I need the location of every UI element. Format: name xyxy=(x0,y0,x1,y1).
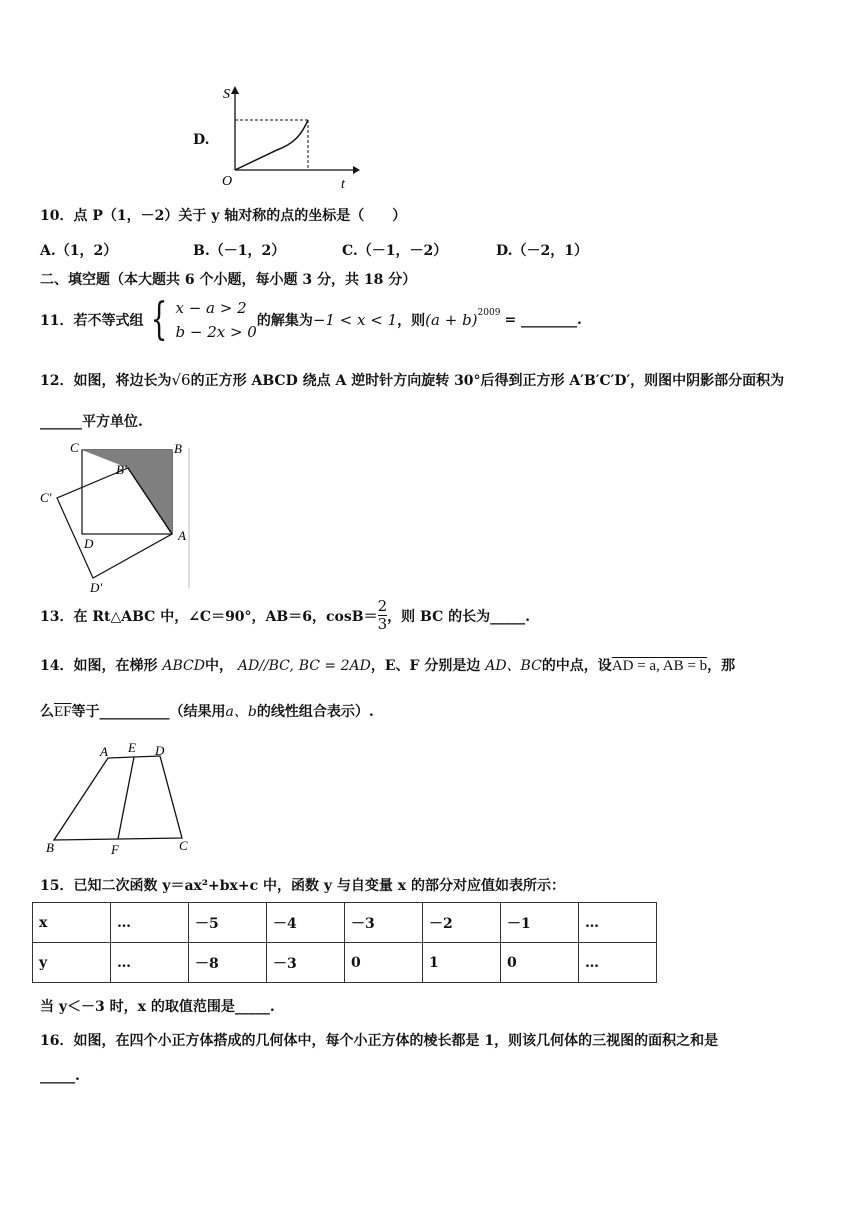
table-cell: －5 xyxy=(189,903,267,943)
q14-abcd: ABCD xyxy=(162,658,205,674)
table-cell: … xyxy=(111,903,189,943)
table-cell: －1 xyxy=(501,903,579,943)
table-cell: －2 xyxy=(423,903,501,943)
q16-stem: 16．如图，在四个小正方体搭成的几何体中，每个小正方体的棱长都是 1，则该几何体的三视图的面积之和是 xyxy=(40,1033,719,1049)
label-c: C xyxy=(70,440,79,455)
table-cell: －8 xyxy=(189,943,267,983)
q11 xyxy=(40,296,582,344)
s-t-graph xyxy=(215,84,360,194)
q14-ad-bc: AD、BC xyxy=(485,658,542,674)
fraction-two-thirds xyxy=(378,598,388,633)
trapezoid-figure xyxy=(40,740,200,858)
table-cell: … xyxy=(579,943,657,983)
label-f: F xyxy=(111,842,119,857)
q14-prefix: 14．如图，在梯形 xyxy=(40,658,158,674)
q11-mid: 的解集为 xyxy=(256,313,313,329)
q10-option-c: C.（－1，－2） xyxy=(342,243,448,259)
label-d-prime: D′ xyxy=(90,580,103,595)
q10-option-b: B.（－1，2） xyxy=(193,243,286,259)
label-c: C xyxy=(179,838,188,853)
q13-prefix: 13．在 Rt△ABC 中，∠C＝90°，AB＝6，cosB＝ xyxy=(40,608,378,625)
table-cell: －3 xyxy=(345,903,423,943)
table-cell: 0 xyxy=(501,943,579,983)
table-cell: … xyxy=(579,903,657,943)
label-d: D xyxy=(155,743,165,758)
q12-suffix: 的正方形 ABCD 绕点 A 逆时针方向旋转 30°后得到正方形 A′B′C′D′，则图中阴影部分面积为 xyxy=(190,373,785,389)
q11-expr: (a + b) xyxy=(425,311,478,329)
q14-line1 xyxy=(40,655,735,675)
q15-after: 当 y＜－3 时，x 的取值范围是_____. xyxy=(40,999,275,1015)
table-cell: … xyxy=(111,943,189,983)
q14-vectors: AD = a, AB = b xyxy=(611,658,708,674)
value-table xyxy=(32,902,657,983)
q14-line2-tail: 的线性组合表示）. xyxy=(256,704,374,720)
q14-line2-mid: 等于__________（结果用 xyxy=(71,704,226,720)
q14-mid3: 的中点，设 xyxy=(541,658,612,674)
section-heading: 二、填空题（本大题共 6 个小题，每小题 3 分，共 18 分） xyxy=(40,272,417,288)
label-e: E xyxy=(128,740,136,755)
axis-o-label: O xyxy=(222,174,233,189)
q14-ef: $\overline{EF}$ xyxy=(54,704,72,720)
table-cell: －4 xyxy=(267,903,345,943)
table-row xyxy=(33,943,657,983)
graph-curve xyxy=(235,120,308,170)
q13 xyxy=(40,598,530,633)
q11-range: −1 < x < 1 xyxy=(312,311,398,329)
rotated-square-figure xyxy=(38,438,198,596)
inequality-1: x − a > 2 xyxy=(175,299,247,317)
radical-six: √6 xyxy=(171,371,191,389)
q14-line2 xyxy=(40,701,374,721)
numerator: 2 xyxy=(377,597,388,615)
table-cell: 0 xyxy=(345,943,423,983)
option-d-label: D. xyxy=(193,132,210,148)
axis-s-label: S xyxy=(223,87,230,102)
label-a: A xyxy=(178,528,186,543)
q11-exponent: 2009 xyxy=(477,308,501,318)
label-a: A xyxy=(100,744,108,759)
label-d: D xyxy=(84,536,94,551)
table-cell: 1 xyxy=(423,943,501,983)
q10-option-d: D.（－2，1） xyxy=(496,243,588,259)
label-c-prime: C′ xyxy=(40,490,52,505)
q11-prefix: 11．若不等式组 xyxy=(40,313,144,329)
q14-mid2: ，E、F 分别是边 xyxy=(370,658,481,674)
q11-then: ，则 xyxy=(397,313,426,329)
inequality-2: b − 2x > 0 xyxy=(175,323,257,341)
label-b: B xyxy=(46,840,54,855)
label-b-prime: B′ xyxy=(116,462,127,477)
q14-bc: BC = 2AD xyxy=(298,658,371,674)
q13-suffix: ，则 BC 的长为_____. xyxy=(387,608,530,625)
q11-tail: = ________. xyxy=(504,312,582,328)
inequality-system xyxy=(175,296,256,344)
q10-stem: 10．点 P（1，－2）关于 y 轴对称的点的坐标是（ ） xyxy=(40,208,407,224)
axis-t-label: t xyxy=(341,177,345,192)
q12-prefix: 12．如图，将边长为 xyxy=(40,373,172,389)
table-cell: －3 xyxy=(267,943,345,983)
q12-line2: ______平方单位. xyxy=(40,414,143,430)
q15-stem: 15．已知二次函数 y＝ax²+bx+c 中，函数 y 与自变量 x 的部分对应值如表所示： xyxy=(40,878,566,894)
brace: { xyxy=(151,294,168,345)
q14-tail: ，那 xyxy=(707,658,736,674)
table-row xyxy=(33,903,657,943)
label-b: B xyxy=(174,441,182,456)
table-cell: y xyxy=(33,943,111,983)
q14-line2-prefix: 么 xyxy=(40,704,54,720)
q14-vec-ab: a、b xyxy=(225,704,257,720)
q14-mid1: 中， xyxy=(204,658,233,674)
table-cell: x xyxy=(33,903,111,943)
q16-line2: _____. xyxy=(40,1068,80,1084)
q12-line1 xyxy=(40,370,784,390)
denominator: 3 xyxy=(377,615,388,633)
q14-parallel: AD//BC, xyxy=(237,658,294,674)
q10-option-a: A.（1，2） xyxy=(40,243,118,259)
